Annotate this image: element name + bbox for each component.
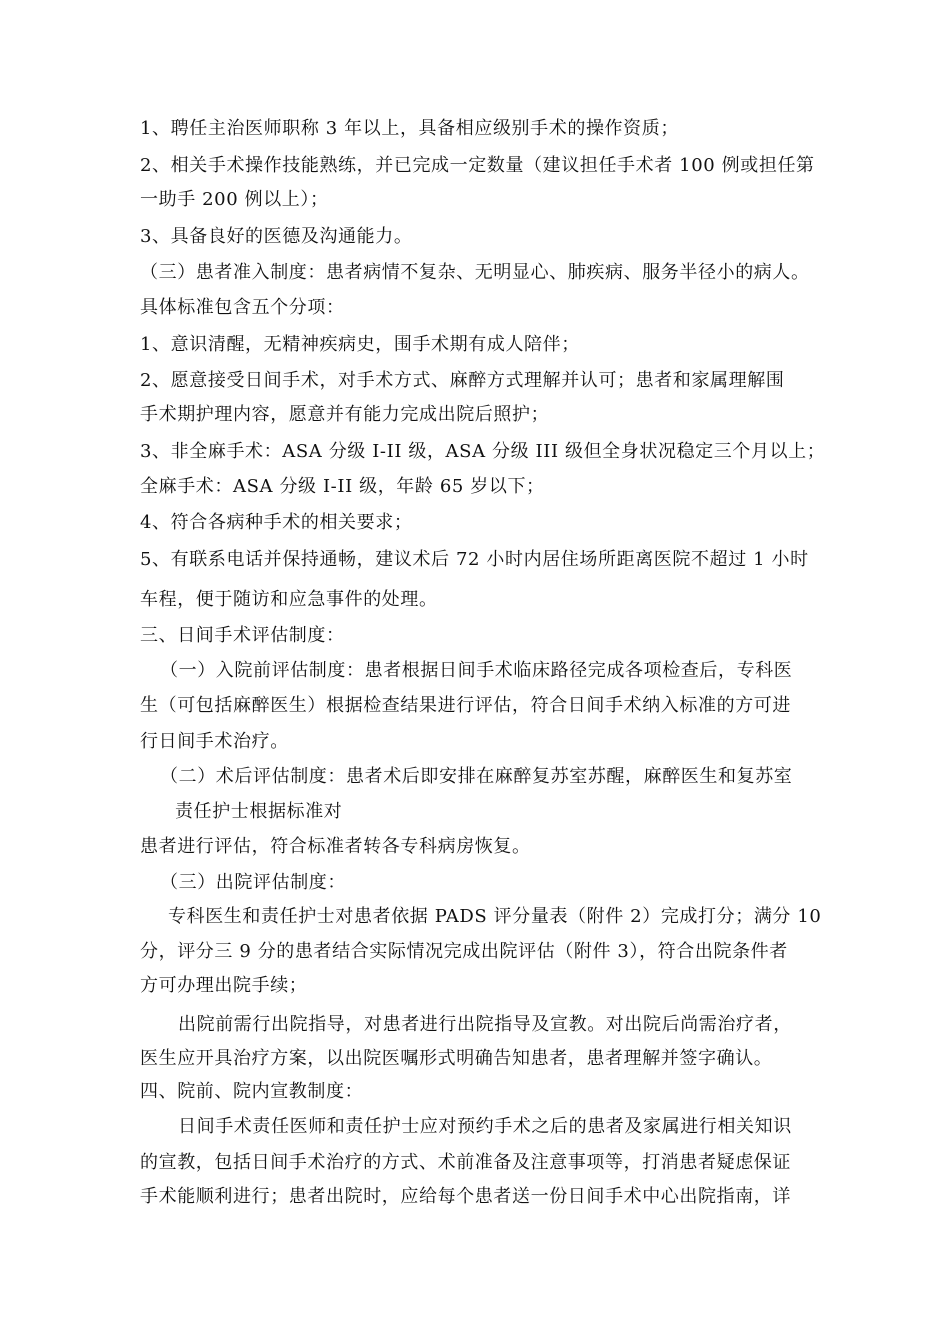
text-line: 生（可包括麻醉医生）根据检查结果进行评估，符合日间手术纳入标准的方可进 [140,695,791,716]
text-line: 日间手术责任医师和责任护士应对预约手术之后的患者及家属进行相关知识 [178,1116,792,1137]
text-line: 出院前需行出院指导，对患者进行出院指导及宣教。对出院后尚需治疗者， [178,1014,792,1035]
text-line: 1、聘任主治医师职称 3 年以上，具备相应级别手术的操作资质； [140,118,679,139]
text-line: 2、相关手术操作技能熟练，并已完成一定数量（建议担任手术者 100 例或担任第 [140,155,815,176]
text-line: 全麻手术：ASA 分级 I-II 级，年龄 65 岁以下； [140,476,545,497]
text-line: 4、符合各病种手术的相关要求； [140,512,413,533]
text-line: 患者进行评估，符合标准者转各专科病房恢复。 [140,836,531,857]
text-line: 三、日间手术评估制度： [140,625,345,646]
text-line: 手术期护理内容，愿意并有能力完成出院后照护； [140,404,550,425]
text-line: 责任护士根据标准对 [175,801,343,822]
text-line: 的宣教，包括日间手术治疗的方式、术前准备及注意事项等，打消患者疑虑保证 [140,1152,791,1173]
text-line: （三）患者准入制度：患者病情不复杂、无明显心、肺疾病、服务半径小的病人。 [140,262,810,283]
text-line: 手术能顺利进行；患者出院时，应给每个患者送一份日间手术中心出院指南，详 [140,1186,791,1207]
text-line: 一助手 200 例以上）； [140,189,329,210]
text-line: 四、院前、院内宣教制度： [140,1081,364,1102]
text-line: （二）术后评估制度：患者术后即安排在麻醉复苏室苏醒，麻醉医生和复苏室 [160,766,793,787]
text-line: 1、意识清醒，无精神疾病史，围手术期有成人陪伴； [140,334,580,355]
text-line: 5、有联系电话并保持通畅，建议术后 72 小时内居住场所距离医院不超过 1 小时 [140,549,809,570]
text-line: 具体标准包含五个分项： [140,297,345,318]
text-line: 车程，便于随访和应急事件的处理。 [140,589,438,610]
text-line: 专科医生和责任护士对患者依据 PADS 评分量表（附件 2）完成打分；满分 10 [168,906,822,927]
text-line: 医生应开具治疗方案，以出院医嘱形式明确告知患者，患者理解并签字确认。 [140,1048,773,1069]
text-line: （一）入院前评估制度：患者根据日间手术临床路径完成各项检查后，专科医 [160,660,793,681]
text-line: 分，评分三 9 分的患者结合实际情况完成出院评估（附件 3），符合出院条件者 [140,941,788,962]
text-line: 行日间手术治疗。 [140,731,289,752]
text-line: 3、具备良好的医德及沟通能力。 [140,226,413,247]
text-line: 方可办理出院手续； [140,975,308,996]
text-line: 3、非全麻手术：ASA 分级 I-II 级，ASA 分级 III 级但全身状况稳定三个月以上； [140,441,826,462]
text-line: 2、愿意接受日间手术，对手术方式、麻醉方式理解并认可；患者和家属理解围 [140,370,785,391]
text-line: （三）出院评估制度： [160,872,346,893]
